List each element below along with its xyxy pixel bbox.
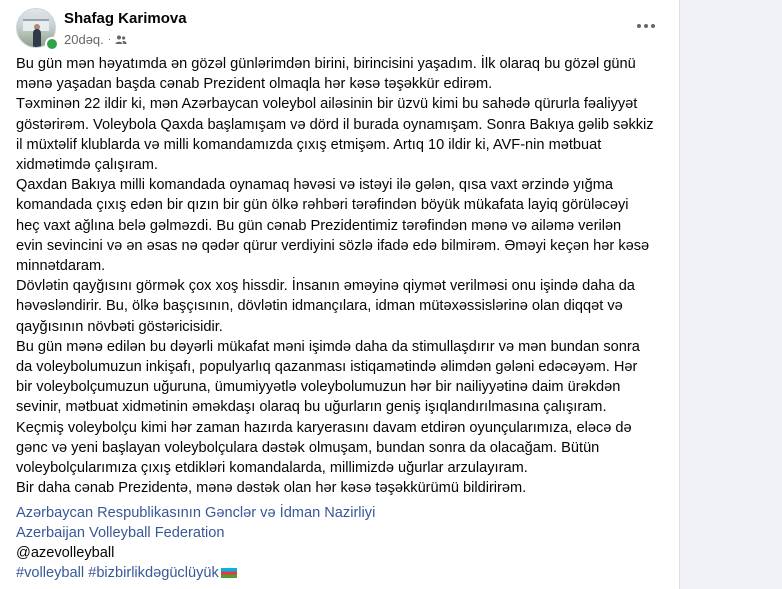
post-body-line: evin sevincini və ən əsas nə qədər qürur verdiyini sözlə ifadə edə bilmirəm. Əməyi keçən hər kəsə (16, 237, 650, 254)
post-body-line: qayğısının növbəti göstəricisidir. (16, 318, 223, 335)
post-body-line: komandada çıxış edən bir qızın bir gün ölkə rəhbəri tərəfindən böyük mükafata layiq görüləcəyi (16, 197, 629, 214)
post-body-line: Təxminən 22 ildir ki, mən Azərbaycan voleybol ailəsinin bir üzvü kimi bu sahədə qürurla fəaliyyət (16, 96, 638, 113)
hashtags-link[interactable] (16, 563, 375, 583)
post-body-line: minnətdaram. (16, 258, 106, 275)
hashtags-text[interactable]: #volleyball #bizbirlikdəgüclüyük (16, 565, 219, 581)
post-body-line: bir voleybolçumuzun uğuruna, ümumiyyətlə voleybolumuzun hər bir nailiyyətinə daim ürəkdən (16, 379, 621, 396)
post-time[interactable]: 20dəq. (64, 32, 104, 47)
post-body (16, 54, 664, 498)
post-body-line: Qaxdan Bakıya milli komandada oynamaq həvəsi və istəyi ilə gələn, qısa vaxt ərzində yığma (16, 177, 614, 194)
post-body-line: xidmətimdə çalışıram. (16, 157, 158, 174)
post-header (16, 8, 666, 52)
online-status-dot (45, 37, 59, 51)
ministry-tag-link[interactable]: Azərbaycan Respublikasının Gənclər və İdman Nazirliyi (16, 505, 376, 521)
post-body-line: Bir daha cənab Prezidentə, mənə dəstək olan hər kəsə təşəkkürümü bildirirəm. (16, 480, 527, 497)
post-body-line: həvəsləndirir. Bu, ölkə başçısının, dövlətin idmançılara, idman mütəxəssislərinə olan diqqət və (16, 298, 623, 315)
post-body-line: Bu gün mənə edilən bu dəyərli mükafat məni işimdə daha da stimullaşdırır və mən bundan sonra (16, 338, 640, 355)
post-body-line: Dövlətin qayğısını görmək çox xoş hissdir. İnsanın əməyinə qiymət verilməsi onu işində daha da (16, 278, 635, 295)
post-body-line: mənə yaşadan başda cənab Prezident olmaqla hər kəsə təşəkkür edirəm. (16, 76, 493, 93)
post-body-line: Keçmiş voleybolçu kimi hər zaman hazırda karyerasını davam etdirən oyunçularımıza, eləcə də (16, 419, 632, 436)
post-meta (64, 32, 127, 47)
post-body-line: gənc və yeni başlayan voleybolçulara dəstək olmuşam, bundan sonra da olacağam. Bütün (16, 439, 600, 456)
post-body-line: heç vaxt ağlına belə gəlməzdi. Bu gün cənab Prezidentimiz tərəfindən mənə və ailəmə verilən (16, 217, 622, 234)
friends-icon[interactable] (115, 34, 127, 46)
post-tags (16, 503, 375, 583)
post-body-line: il müxtəlif klublarda və milli komandamızda çıxış etmişəm. Artıq 10 ildir ki, AVF-nin mətbuat (16, 136, 602, 153)
post-body-line: voleybolçularımıza çıxış etdikləri komandalarda, millimizdə uğurlar arzulayıram. (16, 460, 528, 477)
post-body-line: Bu gün mən həyatımda ən gözəl günlərimdən birini, birincisini yaşadım. İlk olaraq bu gözəl günü (16, 56, 636, 72)
post-body-line: da voleybolumuzun inkişafı, populyarlıq qazanması istiqamətində əlimdən gələni edəcəyəm. Hər (16, 359, 638, 376)
author-name[interactable]: Shafag Karimova (64, 10, 187, 27)
federation-tag-link[interactable]: Azerbaijan Volleyball Federation (16, 525, 225, 541)
meta-separator: · (107, 34, 112, 45)
azerbaijan-flag-icon (221, 568, 237, 578)
post-body-line: göstərirəm. Voleybola Qaxda başlamışam və dörd il burada oynamışam. Sonra Bakıya gəlib səkkiz (16, 116, 654, 133)
mention-text: @azevolleyball (16, 545, 115, 561)
avatar-person (33, 29, 41, 47)
more-options-icon[interactable] (632, 14, 660, 38)
post-body-line: sevinir, mətbuat xidmətinin əməkdaşı olaraq bu uğurların geniş işıqlandırılmasına çalışıram. (16, 399, 607, 416)
